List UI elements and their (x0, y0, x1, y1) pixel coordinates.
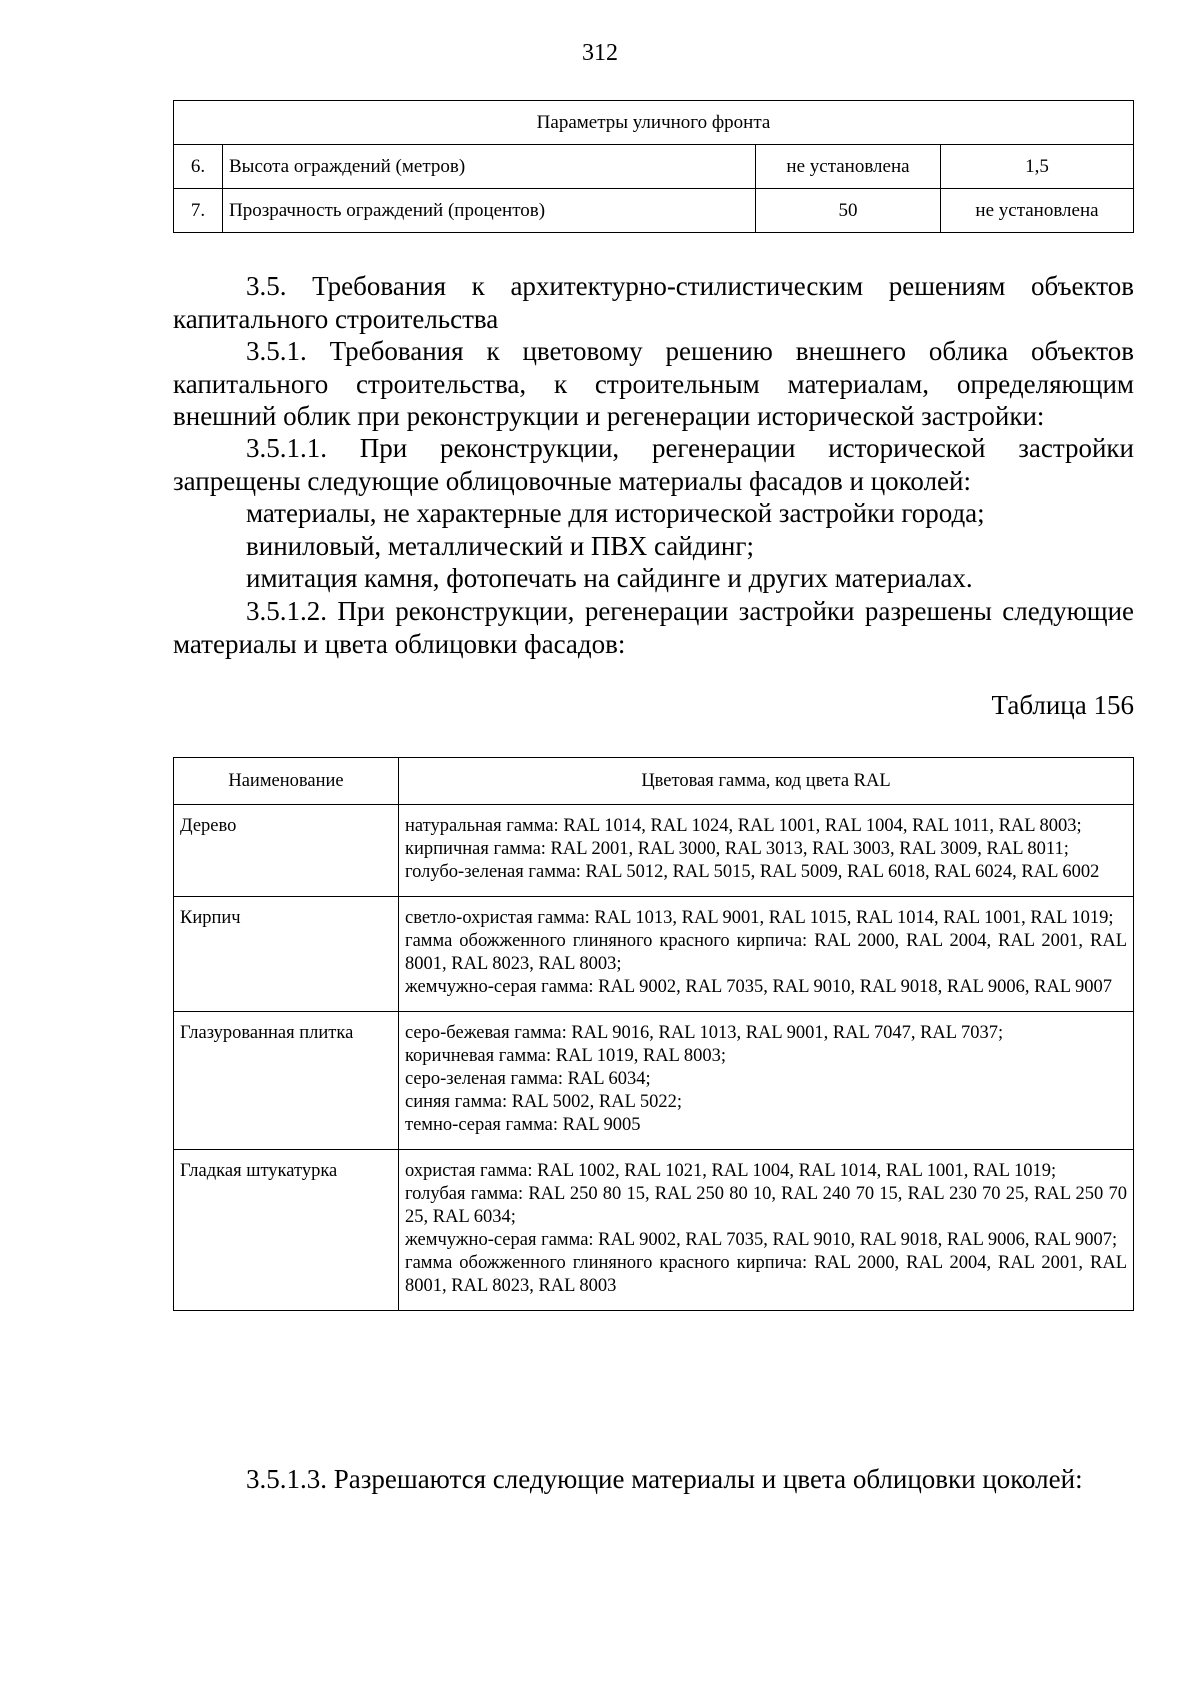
list-item: материалы, не характерные для исторической застройки города; (246, 498, 985, 528)
color-line: жемчужно-серая гамма: RAL 9002, RAL 7035, RAL 9010, RAL 9018, RAL 9006, RAL 9007 (405, 977, 1113, 997)
color-list (399, 1012, 1134, 1150)
column-header: Цветовая гамма, код цвета RAL (399, 758, 1134, 805)
color-line: охристая гамма: RAL 1002, RAL 1021, RAL 1004, RAL 1014, RAL 1001, RAL 1019; (405, 1161, 1057, 1181)
row-name: Прозрачность ограждений (процентов) (223, 189, 756, 233)
table-row (174, 1012, 1134, 1150)
material-name: Кирпич (174, 897, 399, 1012)
section-heading: 3.5. Требования к архитектурно-стилистическим решениям объектов капитального строительства (173, 271, 1134, 334)
row-value: 50 (756, 189, 941, 233)
paragraph: 3.5.1. Требования к цветовому решению внешнего облика объектов капитального строительства, к строительным материалам, определяющим внешний облик при реконструкции и регенерации исторической застройки: (173, 336, 1134, 431)
table-row (174, 189, 1134, 233)
page-number: 312 (582, 40, 618, 66)
color-list (399, 805, 1134, 897)
street-front-table (173, 100, 1134, 233)
paragraph: 3.5.1.3. Разрешаются следующие материалы и цвета облицовки цоколей: (246, 1464, 1083, 1494)
color-line: серо-зеленая гамма: RAL 6034; (405, 1069, 651, 1089)
color-line: серо-бежевая гамма: RAL 9016, RAL 1013, RAL 9001, RAL 7047, RAL 7037; (405, 1023, 1004, 1043)
color-line: светло-охристая гамма: RAL 1013, RAL 9001, RAL 1015, RAL 1014, RAL 1001, RAL 1019; (405, 908, 1114, 928)
color-line: синяя гамма: RAL 5002, RAL 5022; (405, 1092, 682, 1112)
row-number: 7. (174, 189, 223, 233)
row-value: не установлена (941, 189, 1134, 233)
color-line: голубая гамма: RAL 250 80 15, RAL 250 80 10, RAL 240 70 15, RAL 230 70 25, RAL 250 70 25, RAL 6034; (405, 1184, 1127, 1227)
table-header: Параметры уличного фронта (174, 101, 1134, 145)
row-number: 6. (174, 145, 223, 189)
color-line: голубо-зеленая гамма: RAL 5012, RAL 5015, RAL 5009, RAL 6018, RAL 6024, RAL 6002 (405, 862, 1100, 882)
row-value: не установлена (756, 145, 941, 189)
color-line: жемчужно-серая гамма: RAL 9002, RAL 7035, RAL 9010, RAL 9018, RAL 9006, RAL 9007; (405, 1230, 1118, 1250)
table-row (174, 805, 1134, 897)
color-line: гамма обожженного глиняного красного кирпича: RAL 2000, RAL 2004, RAL 2001, RAL 8001, RAL 8023, RAL 8003 (405, 1253, 1127, 1296)
color-line: коричневая гамма: RAL 1019, RAL 8003; (405, 1046, 727, 1066)
material-name: Глазурованная плитка (174, 1012, 399, 1150)
table-header-row (174, 101, 1134, 145)
materials-table (173, 757, 1134, 1311)
list-item: имитация камня, фотопечать на сайдинге и других материалах. (246, 563, 973, 593)
table-caption: Таблица 156 (991, 690, 1134, 720)
material-name: Дерево (174, 805, 399, 897)
list-item: виниловый, металлический и ПВХ сайдинг; (246, 531, 754, 561)
row-value: 1,5 (941, 145, 1134, 189)
color-line: темно-серая гамма: RAL 9005 (405, 1115, 641, 1135)
material-name: Гладкая штукатурка (174, 1150, 399, 1311)
color-list (399, 1150, 1134, 1311)
paragraph: 3.5.1.1. При реконструкции, регенерации исторической застройки запрещены следующие облицовочные материалы фасадов и цоколей: (173, 433, 1134, 496)
paragraph: 3.5.1.2. При реконструкции, регенерации застройки разрешены следующие материалы и цвета облицовки фасадов: (173, 596, 1134, 659)
color-line: кирпичная гамма: RAL 2001, RAL 3000, RAL 3013, RAL 3003, RAL 3009, RAL 8011; (405, 839, 1069, 859)
color-list (399, 897, 1134, 1012)
table-row (174, 145, 1134, 189)
column-header: Наименование (174, 758, 399, 805)
row-name: Высота ограждений (метров) (223, 145, 756, 189)
color-line: натуральная гамма: RAL 1014, RAL 1024, RAL 1001, RAL 1004, RAL 1011, RAL 8003; (405, 816, 1082, 836)
table-header-row (174, 758, 1134, 805)
table-row (174, 897, 1134, 1012)
table-row (174, 1150, 1134, 1311)
color-line: гамма обожженного глиняного красного кирпича: RAL 2000, RAL 2004, RAL 2001, RAL 8001, RAL 8023, RAL 8003; (405, 931, 1127, 974)
